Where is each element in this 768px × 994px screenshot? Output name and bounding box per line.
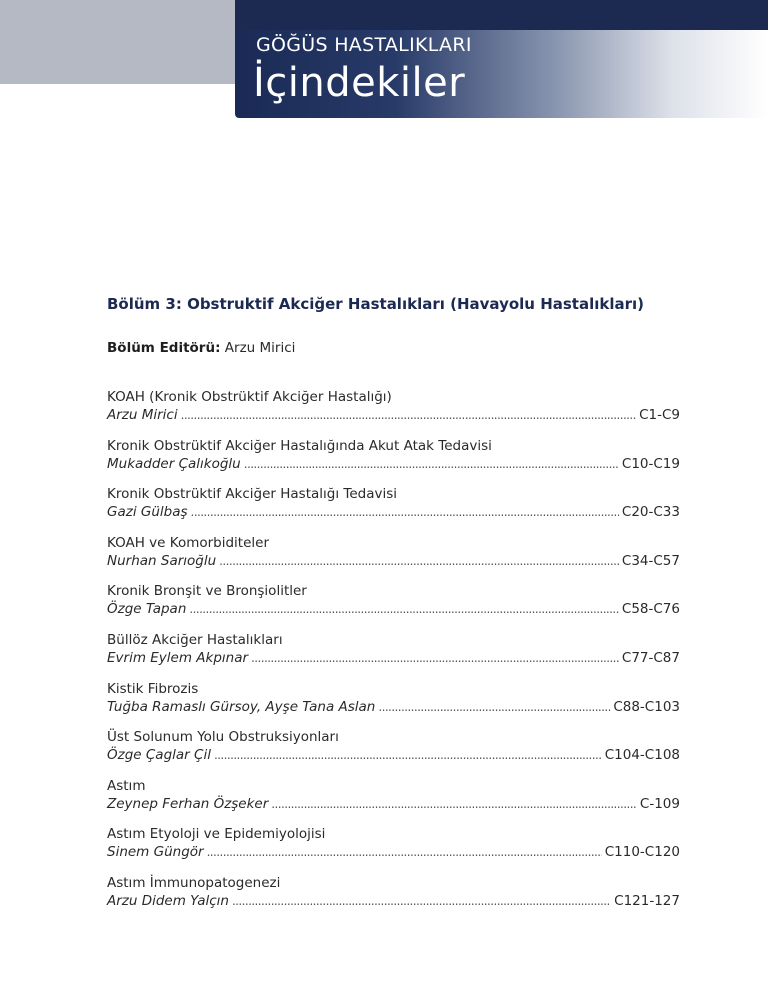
toc-entry-pages: C121-127 xyxy=(614,892,680,909)
toc-entry-pages: C77-C87 xyxy=(621,649,680,666)
header-left-block xyxy=(0,0,235,84)
toc-entry-author: Tuğba Ramaslı Gürsoy, Ayşe Tana Aslan xyxy=(107,698,376,715)
toc-entry[interactable] xyxy=(107,728,680,777)
toc-entry[interactable] xyxy=(107,874,680,923)
toc-entry-title: Üst Solunum Yolu Obstruksiyonları xyxy=(107,729,339,746)
toc-entry[interactable] xyxy=(107,388,680,437)
dot-leader xyxy=(244,455,619,474)
toc-entry-author: Zeynep Ferhan Özşeker xyxy=(107,795,269,812)
toc-entry-line xyxy=(107,600,680,619)
toc-entry-pages: C10-C19 xyxy=(621,455,680,472)
editor-name: Arzu Mirici xyxy=(224,340,296,356)
chapter-editor xyxy=(107,340,295,356)
toc-entry[interactable] xyxy=(107,437,680,486)
toc-entry[interactable] xyxy=(107,631,680,680)
toc-entry-title: Astım İmmunopatogenezi xyxy=(107,874,281,891)
toc-entry[interactable] xyxy=(107,582,680,631)
dot-leader xyxy=(378,698,610,717)
dot-leader xyxy=(232,892,611,911)
toc-entry-line xyxy=(107,406,680,425)
editor-label: Bölüm Editörü: xyxy=(107,340,221,356)
dot-leader xyxy=(219,552,619,571)
toc-entry-author: Nurhan Sarıoğlu xyxy=(107,552,217,569)
toc-entry-pages: C34-C57 xyxy=(621,552,680,569)
toc-entry-pages: C110-C120 xyxy=(604,844,680,861)
toc-entry[interactable] xyxy=(107,485,680,534)
dot-leader xyxy=(251,649,619,668)
toc-entry-author: Gazi Gülbaş xyxy=(107,504,188,521)
toc-entry[interactable] xyxy=(107,825,680,874)
toc-entry-title: Astım Etyoloji ve Epidemiyolojisi xyxy=(107,826,326,843)
toc-entry-line xyxy=(107,698,680,717)
toc-entry-author: Özge Çaglar Çil xyxy=(107,747,211,764)
toc-entry-author: Özge Tapan xyxy=(107,601,187,618)
toc-entry[interactable] xyxy=(107,680,680,729)
toc-entry-author: Arzu Didem Yalçın xyxy=(107,892,229,909)
toc-entry-title: Kronik Obstrüktif Akciğer Hastalığında Akut Atak Tedavisi xyxy=(107,437,492,454)
toc-entry-line xyxy=(107,503,680,522)
toc-entry-line xyxy=(107,892,680,911)
toc-entry-line xyxy=(107,746,680,765)
toc-entry-title: Kronik Obstrüktif Akciğer Hastalığı Tedavisi xyxy=(107,486,398,503)
toc-entry-line xyxy=(107,552,680,571)
chapter-title: Bölüm 3: Obstruktif Akciğer Hastalıkları (Havayolu Hastalıkları) xyxy=(107,295,645,313)
table-of-contents xyxy=(107,388,680,923)
dot-leader xyxy=(214,746,602,765)
dot-leader xyxy=(189,600,619,619)
toc-entry-line xyxy=(107,795,680,814)
toc-entry-title: Büllöz Akciğer Hastalıkları xyxy=(107,631,283,648)
toc-entry[interactable] xyxy=(107,777,680,826)
toc-entry-author: Evrim Eylem Akpınar xyxy=(107,649,249,666)
toc-entry-author: Sinem Güngör xyxy=(107,844,204,861)
toc-entry-line xyxy=(107,455,680,474)
dot-leader xyxy=(191,503,619,522)
toc-entry-title: Kronik Bronşit ve Bronşiolitler xyxy=(107,583,307,600)
dot-leader xyxy=(207,843,602,862)
toc-entry-pages: C1-C9 xyxy=(639,407,680,423)
toc-entry-title: Astım xyxy=(107,777,146,794)
page-title: İçindekiler xyxy=(253,60,466,106)
toc-entry[interactable] xyxy=(107,534,680,583)
toc-entry-author: Arzu Mirici xyxy=(107,407,178,423)
toc-entry-pages: C-109 xyxy=(639,795,680,812)
toc-entry-pages: C20-C33 xyxy=(621,504,680,521)
toc-entry-title: KOAH ve Komorbiditeler xyxy=(107,534,270,551)
toc-entry-title: Kistik Fibrozis xyxy=(107,680,199,697)
dot-leader xyxy=(181,406,637,425)
toc-entry-author: Mukadder Çalıkoğlu xyxy=(107,455,241,472)
toc-entry-pages: C104-C108 xyxy=(604,747,680,764)
toc-entry-line xyxy=(107,649,680,668)
series-title: GÖĞÜS HASTALIKLARI xyxy=(256,34,472,56)
toc-entry-line xyxy=(107,843,680,862)
dot-leader xyxy=(271,795,637,814)
toc-entry-title: KOAH (Kronik Obstrüktif Akciğer Hastalığı) xyxy=(107,389,392,405)
toc-entry-pages: C88-C103 xyxy=(613,698,680,715)
header-top-band xyxy=(235,0,768,30)
toc-entry-pages: C58-C76 xyxy=(621,601,680,618)
